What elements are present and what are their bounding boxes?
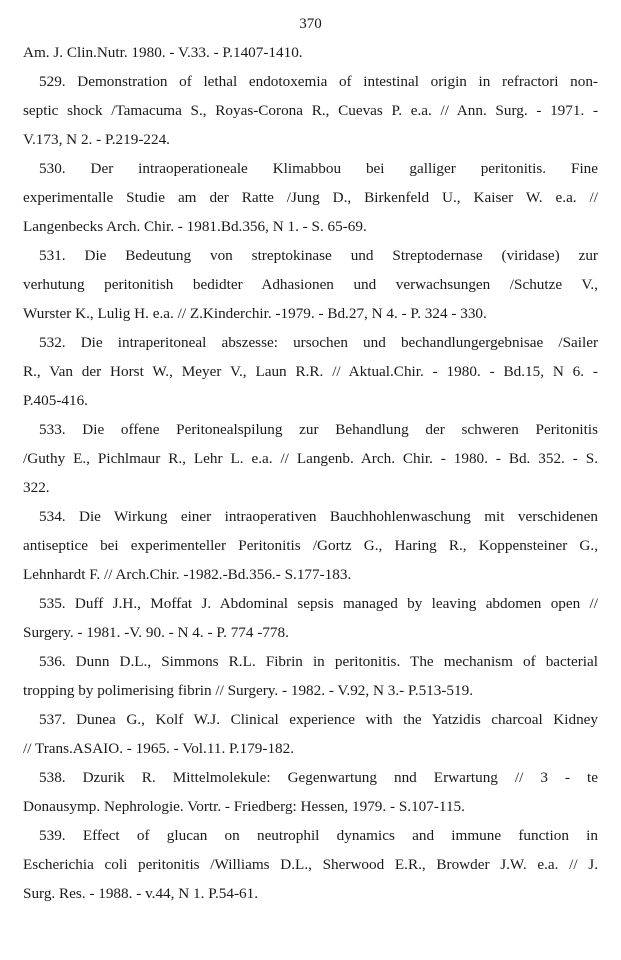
reference-line: experimentalle Studie am der Ratte /Jung D., Birkenfeld U., Kaiser W. e.a. // xyxy=(23,189,598,206)
reference-line: 532. Die intraperitoneal abszesse: ursochen und bechandlungergebnisae /Sailer xyxy=(39,334,598,351)
reference-line: 530. Der intraoperationeale Klimabbou bei galliger peritonitis. Fine xyxy=(39,160,598,177)
reference-line: septic shock /Tamacuma S., Royas-Corona R., Cuevas P. e.a. // Ann. Surg. - 1971. - xyxy=(23,102,598,119)
reference-line: 531. Die Bedeutung von streptokinase und Streptodernase (viridase) zur xyxy=(39,247,598,264)
reference-line: P.405-416. xyxy=(23,392,88,409)
reference-line: 529. Demonstration of lethal endotoxemia of intestinal origin in refractori non- xyxy=(39,73,598,90)
reference-line: Surg. Res. - 1988. - v.44, N 1. P.54-61. xyxy=(23,885,258,902)
reference-line: verhutung peritonitish bedidter Adhasionen und verwachsungen /Schutze V., xyxy=(23,276,598,293)
reference-line: Wurster K., Lulig H. e.a. // Z.Kinderchir. -1979. - Bd.27, N 4. - P. 324 - 330. xyxy=(23,305,487,322)
reference-line: 534. Die Wirkung einer intraoperativen Bauchhohlenwaschung mit verschidenen xyxy=(39,508,598,525)
reference-line: antiseptice bei experimenteller Peritonitis /Gortz G., Haring R., Koppensteiner G., xyxy=(23,537,598,554)
reference-line: 533. Die offene Peritonealspilung zur Behandlung der schweren Peritonitis xyxy=(39,421,598,438)
reference-line: 322. xyxy=(23,479,50,496)
reference-line: Escherichia coli peritonitis /Williams D.L., Sherwood E.R., Browder J.W. e.a. // J. xyxy=(23,856,598,873)
reference-list xyxy=(23,38,598,908)
reference-line: /Guthy E., Pichlmaur R., Lehr L. e.a. // Langenb. Arch. Chir. - 1980. - Bd. 352. - S. xyxy=(23,450,598,467)
reference-line: Donausymp. Nephrologie. Vortr. - Friedberg: Hessen, 1979. - S.107-115. xyxy=(23,798,465,815)
reference-line: // Trans.ASAIO. - 1965. - Vol.11. P.179-182. xyxy=(23,740,295,757)
reference-line: Lehnhardt F. // Arch.Chir. -1982.-Bd.356.- S.177-183. xyxy=(23,566,352,583)
reference-line: R., Van der Horst W., Meyer V., Laun R.R. // Aktual.Chir. - 1980. - Bd.15, N 6. - xyxy=(23,363,598,380)
reference-line: Langenbecks Arch. Chir. - 1981.Bd.356, N 1. - S. 65-69. xyxy=(23,218,367,235)
reference-line: 538. Dzurik R. Mittelmolekule: Gegenwartung nnd Erwartung // 3 - te xyxy=(39,769,598,786)
reference-line: 537. Dunea G., Kolf W.J. Clinical experience with the Yatzidis charcoal Kidney xyxy=(39,711,598,728)
reference-line: 535. Duff J.H., Moffat J. Abdominal sepsis managed by leaving abdomen open // xyxy=(39,595,598,612)
reference-line: Am. J. Clin.Nutr. 1980. - V.33. - P.1407-1410. xyxy=(23,44,303,61)
reference-line: Surgery. - 1981. -V. 90. - N 4. - P. 774 -778. xyxy=(23,624,289,641)
reference-line: 536. Dunn D.L., Simmons R.L. Fibrin in peritonitis. The mechanism of bacterial xyxy=(39,653,598,670)
reference-line: tropping by polimerising fibrin // Surgery. - 1982. - V.92, N 3.- P.513-519. xyxy=(23,682,473,699)
reference-line: V.173, N 2. - P.219-224. xyxy=(23,131,170,148)
page-number: 370 xyxy=(299,16,322,32)
reference-line: 539. Effect of glucan on neutrophil dynamics and immune function in xyxy=(39,827,598,844)
